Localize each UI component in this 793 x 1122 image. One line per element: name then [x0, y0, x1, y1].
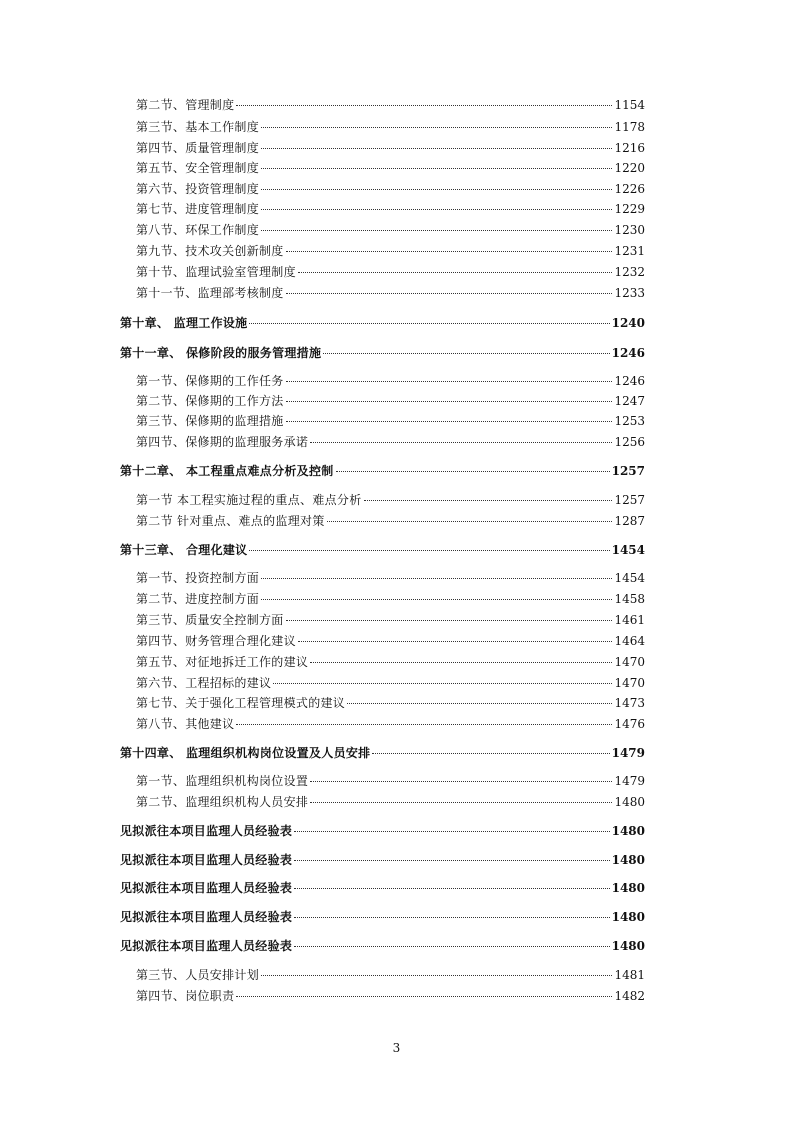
toc-entry-label: 第二节、管理制度: [136, 98, 235, 112]
toc-section-entry[interactable]: [136, 693, 645, 713]
toc-entry-page: 1216: [614, 141, 645, 155]
toc-entry-label: 第三节、保修期的监理措施: [136, 414, 284, 428]
toc-dot-leader: [236, 724, 612, 725]
toc-entry-label: 见拟派往本项目监理人员经验表: [120, 853, 293, 867]
toc-entry-label: 第三节、质量安全控制方面: [136, 613, 284, 627]
toc-dot-leader: [236, 996, 612, 997]
toc-section-entry[interactable]: [136, 117, 645, 137]
toc-dot-leader: [261, 230, 612, 231]
toc-entry-page: 1454: [614, 571, 645, 585]
toc-chapter-entry[interactable]: [120, 540, 645, 560]
toc-entry-page: 1154: [614, 98, 645, 112]
toc-section-entry[interactable]: [136, 568, 645, 588]
toc-dot-leader: [286, 421, 613, 422]
toc-section-entry[interactable]: [136, 771, 645, 791]
toc-dot-leader: [286, 401, 613, 402]
toc-dot-leader: [249, 323, 609, 324]
toc-dot-leader: [249, 550, 609, 551]
toc-section-entry[interactable]: [136, 95, 645, 115]
toc-entry-page: 1480: [614, 795, 645, 809]
toc-dot-leader: [310, 781, 612, 782]
toc-entry-label: 第八节、环保工作制度: [136, 223, 260, 237]
toc-dot-leader: [273, 683, 612, 684]
toc-entry-page: 1480: [611, 824, 645, 838]
toc-chapter-entry[interactable]: [120, 878, 645, 898]
toc-entry-label: 第十章、 监理工作设施: [120, 316, 248, 330]
toc-chapter-entry[interactable]: [120, 461, 645, 481]
toc-entry-page: 1257: [614, 493, 645, 507]
toc-entry-label: 见拟派往本项目监理人员经验表: [120, 939, 293, 953]
toc-entry-label: 第六节、工程招标的建议: [136, 676, 272, 690]
toc-entry-page: 1220: [614, 161, 645, 175]
toc-entry-page: 1473: [614, 696, 645, 710]
toc-section-entry[interactable]: [136, 220, 645, 240]
toc-entry-label: 见拟派往本项目监理人员经验表: [120, 881, 293, 895]
toc-section-entry[interactable]: [136, 511, 645, 531]
toc-entry-page: 1229: [614, 202, 645, 216]
toc-dot-leader: [236, 105, 612, 106]
toc-section-entry[interactable]: [136, 610, 645, 630]
toc-entry-label: 第八节、其他建议: [136, 717, 235, 731]
toc-entry-label: 见拟派往本项目监理人员经验表: [120, 910, 293, 924]
toc-entry-page: 1470: [614, 676, 645, 690]
toc-dot-leader: [286, 381, 613, 382]
toc-chapter-entry[interactable]: [120, 907, 645, 927]
toc-entry-page: 1226: [614, 182, 645, 196]
toc-entry-page: 1458: [614, 592, 645, 606]
toc-dot-leader: [261, 168, 612, 169]
toc-dot-leader: [261, 975, 612, 976]
toc-section-entry[interactable]: [136, 589, 645, 609]
toc-section-entry[interactable]: [136, 371, 645, 391]
toc-section-entry[interactable]: [136, 241, 645, 261]
toc-dot-leader: [294, 860, 609, 861]
toc-entry-label: 第一节、投资控制方面: [136, 571, 260, 585]
toc-entry-page: 1247: [614, 394, 645, 408]
toc-chapter-entry[interactable]: [120, 343, 645, 363]
toc-entry-label: 第三节、人员安排计划: [136, 968, 260, 982]
toc-section-entry[interactable]: [136, 158, 645, 178]
toc-chapter-entry[interactable]: [120, 936, 645, 956]
toc-entry-page: 1240: [611, 316, 645, 330]
toc-section-entry[interactable]: [136, 490, 645, 510]
toc-entry-page: 1454: [611, 543, 645, 557]
toc-section-entry[interactable]: [136, 432, 645, 452]
toc-entry-page: 1246: [614, 374, 645, 388]
toc-entry-page: 1230: [614, 223, 645, 237]
toc-entry-label: 第七节、关于强化工程管理模式的建议: [136, 696, 346, 710]
toc-section-entry[interactable]: [136, 714, 645, 734]
toc-dot-leader: [261, 209, 612, 210]
toc-entry-page: 1233: [614, 286, 645, 300]
toc-entry-label: 第一节 本工程实施过程的重点、难点分析: [136, 493, 362, 507]
toc-entry-page: 1257: [611, 464, 645, 478]
toc-section-entry[interactable]: [136, 199, 645, 219]
toc-entry-label: 第九节、技术攻关创新制度: [136, 244, 284, 258]
toc-entry-label: 第二节 针对重点、难点的监理对策: [136, 514, 325, 528]
toc-section-entry[interactable]: [136, 792, 645, 812]
toc-dot-leader: [336, 471, 610, 472]
toc-entry-label: 第十一章、 保修阶段的服务管理措施: [120, 346, 322, 360]
toc-entry-label: 见拟派往本项目监理人员经验表: [120, 824, 293, 838]
toc-entry-label: 第十四章、 监理组织机构岗位设置及人员安排: [120, 746, 371, 760]
toc-dot-leader: [294, 831, 609, 832]
toc-entry-label: 第三节、基本工作制度: [136, 120, 260, 134]
toc-dot-leader: [310, 802, 612, 803]
toc-dot-leader: [298, 272, 613, 273]
toc-entry-label: 第六节、投资管理制度: [136, 182, 260, 196]
toc-dot-leader: [372, 753, 609, 754]
toc-dot-leader: [286, 620, 613, 621]
toc-entry-page: 1480: [611, 939, 645, 953]
toc-entry-page: 1482: [614, 989, 645, 1003]
toc-dot-leader: [323, 353, 609, 354]
toc-entry-page: 1479: [611, 746, 645, 760]
toc-section-entry[interactable]: [136, 391, 645, 411]
toc-dot-leader: [261, 127, 612, 128]
toc-entry-label: 第四节、质量管理制度: [136, 141, 260, 155]
toc-chapter-entry[interactable]: [120, 821, 645, 841]
toc-entry-label: 第四节、财务管理合理化建议: [136, 634, 296, 648]
toc-dot-leader: [327, 521, 613, 522]
toc-section-entry[interactable]: [136, 965, 645, 985]
toc-entry-page: 1470: [614, 655, 645, 669]
toc-dot-leader: [310, 442, 612, 443]
toc-entry-page: 1232: [614, 265, 645, 279]
toc-entry-page: 1246: [611, 346, 645, 360]
toc-entry-label: 第二节、进度控制方面: [136, 592, 260, 606]
toc-dot-leader: [261, 599, 612, 600]
toc-dot-leader: [261, 148, 612, 149]
toc-entry-page: 1480: [611, 881, 645, 895]
toc-entry-label: 第四节、保修期的监理服务承诺: [136, 435, 309, 449]
toc-entry-label: 第十二章、 本工程重点难点分析及控制: [120, 464, 334, 478]
toc-section-entry[interactable]: [136, 631, 645, 651]
toc-section-entry[interactable]: [136, 986, 645, 1006]
toc-entry-label: 第十一节、监理部考核制度: [136, 286, 284, 300]
toc-dot-leader: [286, 251, 613, 252]
toc-section-entry[interactable]: [136, 673, 645, 693]
toc-entry-page: 1480: [611, 910, 645, 924]
toc-entry-label: 第一节、监理组织机构岗位设置: [136, 774, 309, 788]
toc-entry-label: 第一节、保修期的工作任务: [136, 374, 284, 388]
toc-entry-page: 1464: [614, 634, 645, 648]
toc-section-entry[interactable]: [136, 138, 645, 158]
toc-entry-label: 第二节、监理组织机构人员安排: [136, 795, 309, 809]
toc-section-entry[interactable]: [136, 652, 645, 672]
toc-entry-page: 1480: [611, 853, 645, 867]
toc-entry-page: 1178: [614, 120, 645, 134]
toc-dot-leader: [310, 662, 612, 663]
toc-section-entry[interactable]: [136, 179, 645, 199]
toc-entry-page: 1461: [614, 613, 645, 627]
toc-chapter-entry[interactable]: [120, 850, 645, 870]
toc-chapter-entry[interactable]: [120, 313, 645, 333]
toc-dot-leader: [364, 500, 613, 501]
toc-entry-page: 1287: [614, 514, 645, 528]
toc-section-entry[interactable]: [136, 283, 645, 303]
toc-dot-leader: [261, 578, 612, 579]
toc-entry-label: 第二节、保修期的工作方法: [136, 394, 284, 408]
toc-chapter-entry[interactable]: [120, 743, 645, 763]
toc-entry-label: 第五节、对征地拆迁工作的建议: [136, 655, 309, 669]
toc-entry-page: 1479: [614, 774, 645, 788]
toc-dot-leader: [294, 888, 609, 889]
toc-entry-label: 第十节、监理试验室管理制度: [136, 265, 296, 279]
toc-dot-leader: [298, 641, 613, 642]
toc-entry-page: 1231: [614, 244, 645, 258]
toc-entry-page: 1476: [614, 717, 645, 731]
toc-entry-page: 1253: [614, 414, 645, 428]
toc-dot-leader: [294, 946, 609, 947]
toc-entry-label: 第五节、安全管理制度: [136, 161, 260, 175]
toc-entry-page: 1256: [614, 435, 645, 449]
toc-entry-page: 1481: [614, 968, 645, 982]
toc-dot-leader: [261, 189, 612, 190]
toc-dot-leader: [347, 703, 612, 704]
page-number: 3: [392, 1041, 401, 1055]
toc-dot-leader: [286, 293, 613, 294]
toc-entry-label: 第七节、进度管理制度: [136, 202, 260, 216]
toc-section-entry[interactable]: [136, 411, 645, 431]
toc-dot-leader: [294, 917, 609, 918]
toc-entry-label: 第四节、岗位职责: [136, 989, 235, 1003]
toc-section-entry[interactable]: [136, 262, 645, 282]
toc-entry-label: 第十三章、 合理化建议: [120, 543, 248, 557]
